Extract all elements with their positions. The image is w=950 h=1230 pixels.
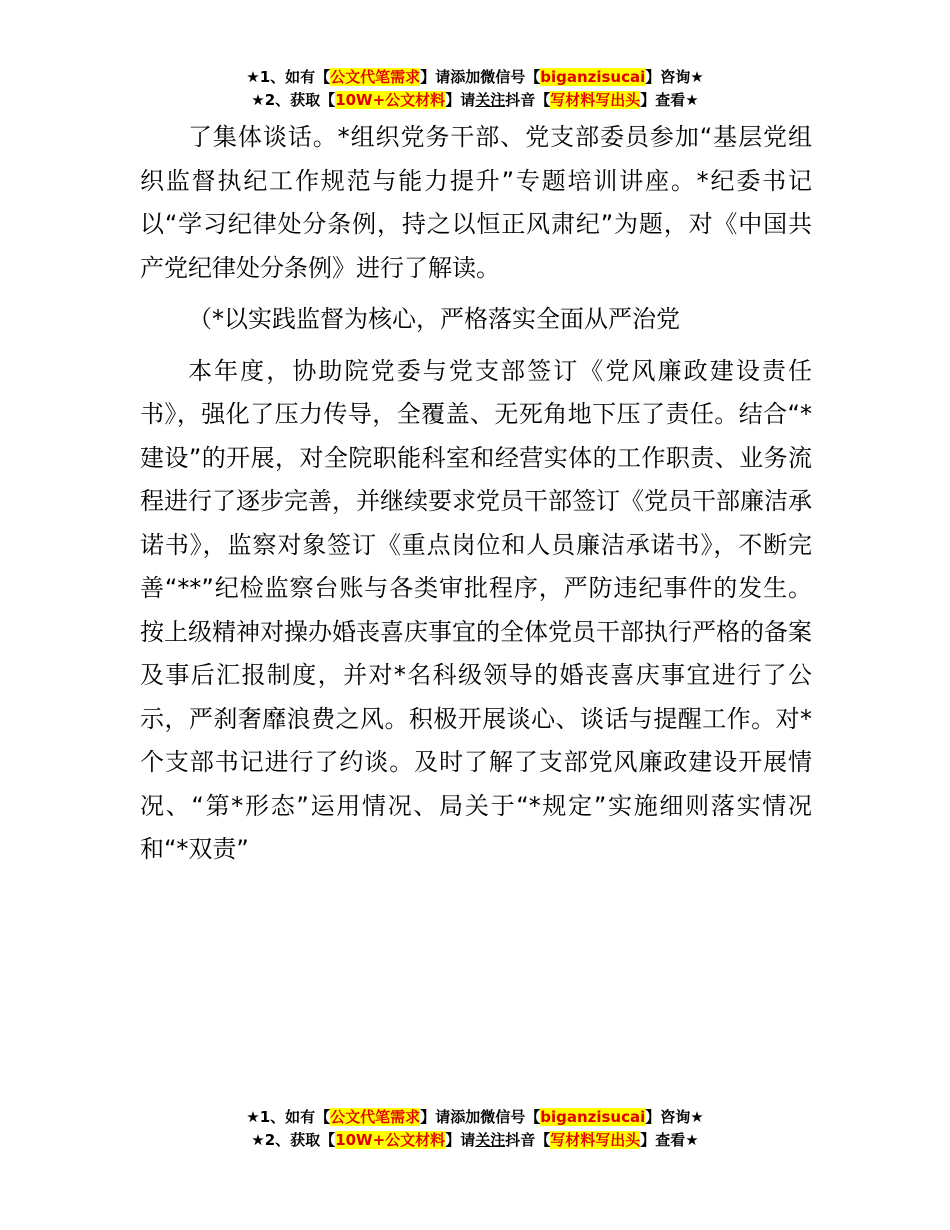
banner-highlight: 10W+公文材料 <box>335 1131 446 1149</box>
banner-text: ★1、如有【 <box>246 68 331 86</box>
banner-text: 】咨询★ <box>645 1108 704 1126</box>
section-heading: （*以实践监督为核心，严格落实全面从严治党 <box>188 305 680 333</box>
banner-line-2 <box>0 1129 950 1152</box>
header-banner <box>0 66 950 112</box>
paragraph-2: 本年度，协助院党委与党支部签订《党风廉政建设责任书》，强化了压力传导，全覆盖、无死角地下压了责任。结合“*建设”的开展，对全院职能科室和经营实体的工作职责、业务流程进行了逐步完善，并继续要求党员干部签订《党员干部廉洁承诺书》，监察对象签订《重点岗位和人员廉洁承诺书》，不断完善“**”纪检监察台账与各类审批程序，严防违纪事件的发生。按上级精神对操办婚丧喜庆事宜的全体党员干部执行严格的备案及事后汇报制度，并对*名科级领导的婚丧喜庆事宜进行了公示，严刹奢靡浪费之风。积极开展谈心、谈话与提醒工作。对*个支部书记进行了约谈。及时了解了支部党风廉政建设开展情况、“第*形态”运用情况、局关于“*规定”实施细则落实情况和“*双责” <box>140 356 812 863</box>
banner-highlight-wechat-id: biganzisucai <box>540 68 646 86</box>
banner-text: 】咨询★ <box>645 68 704 86</box>
paragraph-1: 了集体谈话。*组织党务干部、党支部委员参加“基层党组织监督执纪工作规范与能力提升”专题培训讲座。*纪委书记以“学习纪律处分条例，持之以恒正风肃纪”为题，对《中国共产党纪律处分条例》进行了解读。 <box>140 123 812 282</box>
banner-text: 】查看★ <box>640 1131 699 1149</box>
banner-line-1 <box>0 1106 950 1129</box>
banner-text: 】请添加微信号【 <box>420 68 541 86</box>
banner-highlight: 公文代笔需求 <box>330 1108 421 1126</box>
banner-highlight-douyin: 写材料写出头 <box>550 1131 641 1149</box>
banner-highlight-douyin: 写材料写出头 <box>550 91 641 109</box>
banner-line-1 <box>0 66 950 89</box>
banner-text: ★2、获取【 <box>251 1131 336 1149</box>
banner-highlight: 公文代笔需求 <box>330 68 421 86</box>
banner-text: 】查看★ <box>640 91 699 109</box>
banner-text: 抖音【 <box>505 91 551 109</box>
banner-underlined-text: 关注 <box>475 1131 506 1149</box>
banner-text: ★1、如有【 <box>246 1108 331 1126</box>
footer-banner <box>0 1106 950 1152</box>
banner-text: 】请 <box>445 1131 476 1149</box>
banner-highlight-wechat-id: biganzisucai <box>540 1108 646 1126</box>
banner-highlight: 10W+公文材料 <box>335 91 446 109</box>
banner-text: 】请添加微信号【 <box>420 1108 541 1126</box>
banner-text: ★2、获取【 <box>251 91 336 109</box>
banner-text: 】请 <box>445 91 476 109</box>
banner-line-2 <box>0 89 950 112</box>
document-body <box>140 116 812 872</box>
banner-text: 抖音【 <box>505 1131 551 1149</box>
banner-underlined-text: 关注 <box>475 91 506 109</box>
